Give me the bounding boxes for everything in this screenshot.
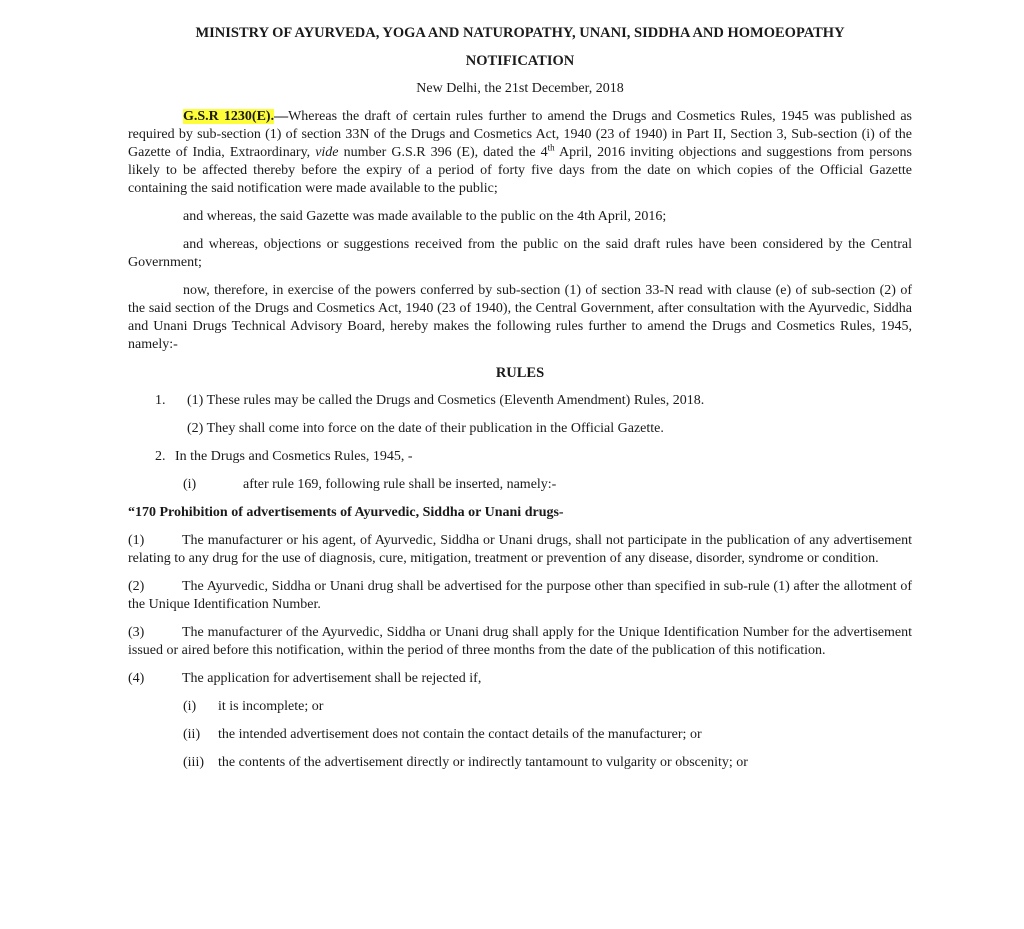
clause-4-text: The application for advertisement shall be rejected if, — [182, 671, 482, 686]
preamble-text-mid: number G.S.R 396 (E), dated the 4 — [338, 145, 548, 160]
clause-1-number: (1) — [128, 533, 145, 548]
clause-4-number: (4) — [128, 671, 145, 686]
vide-italic: vide — [315, 145, 339, 160]
clause-3-text: The manufacturer of the Ayurvedic, Siddha or Unani drug shall apply for the Unique Identification Number for the advertisement issued or aired before this notification, within the period of three months from the date of the publication of this notification. — [128, 625, 912, 658]
preamble-text-before-vide: Whereas the draft of certain rules further to amend the Drugs and Cosmetics Rules, 1945 was published as required by sub-section (1) of section 33N of the Drugs and Cosmetics Act, 1940 (23 of 1940) in Part II, Section 3, Sub-section (i) of the Gazette of India, Extraordinary, — [128, 109, 913, 160]
rule-170-subclause-ii — [183, 726, 912, 744]
clause-1-text: The manufacturer or his agent, of Ayurvedic, Siddha or Unani drugs, shall not participate in the publication of any advertisement relating to any drug for the use of diagnosis, cure, mitigation, treatment or prevention of any disease, disorder, syndrome or condition. — [128, 533, 912, 566]
subclause-ii-text: the intended advertisement does not contain the contact details of the manufacturer; or — [218, 727, 702, 742]
dateline: New Delhi, the 21st December, 2018 — [416, 81, 624, 96]
rule-1-line-2 — [187, 420, 912, 438]
clause-2-text: The Ayurvedic, Siddha or Unani drug shall be advertised for the purpose other than specified in sub-rule (1) after the allotment of the Unique Identification Number. — [128, 579, 912, 612]
whereas-gazette-paragraph: and whereas, the said Gazette was made available to the public on the 4th April, 2016; — [183, 209, 667, 224]
subclause-i-text: it is incomplete; or — [218, 699, 324, 714]
rule-2-text: In the Drugs and Cosmetics Rules, 1945, - — [175, 449, 413, 464]
rule-170-clause-1 — [128, 532, 912, 568]
gsr-number-highlight: G.S.R 1230(E). — [183, 109, 275, 124]
rule-170-subclause-i — [183, 698, 912, 716]
rule-1-number: 1. — [155, 393, 166, 408]
notification-heading: NOTIFICATION — [465, 53, 575, 69]
clause-3-number: (3) — [128, 625, 145, 640]
now-therefore-paragraph: now, therefore, in exercise of the powers conferred by sub-section (1) of section 33-N read with clause (e) of sub-section (2) of the said section of the Drugs and Cosmetics Act, 1940 (23 of 1940), the Central Government, after consultation with the Ayurvedic, Siddha and Unani Drugs Technical Advisory Board, hereby makes the following rules further to amend the Drugs and Cosmetics Rules, 1945, namely:- — [128, 283, 912, 352]
rules-section-heading: RULES — [495, 365, 545, 381]
rule-2-line — [155, 448, 912, 466]
ministry-title: MINISTRY OF AYURVEDA, YOGA AND NATUROPATHY, UNANI, SIDDHA AND HOMOEOPATHY — [195, 25, 845, 41]
clause-2-number: (2) — [128, 579, 145, 594]
subclause-ii-number: (ii) — [183, 727, 201, 742]
rule-170-subclause-iii — [183, 754, 912, 772]
subclause-i-number: (i) — [183, 699, 197, 714]
rule-1-line-1 — [155, 392, 912, 410]
preamble-text-end: April, 2016 inviting objections and suggestions from persons likely to be affected thereby before the expiry of a period of forty five days from the date on which copies of the Official Gazette containing the said notification were made available to the public; — [128, 145, 912, 196]
subclause-iii-number: (iii) — [183, 755, 204, 770]
rule-2-clause-i-number: (i) — [183, 477, 197, 492]
preamble-paragraph — [128, 108, 912, 198]
rule-170-clause-2 — [128, 578, 912, 614]
preamble-em-dash: — — [274, 109, 289, 124]
subclause-iii-text: the contents of the advertisement directly or indirectly tantamount to vulgarity or obscenity; or — [218, 755, 748, 770]
rule-2-clause-i-line — [183, 476, 912, 494]
ordinal-superscript: th — [547, 142, 555, 153]
rule-1-subrule-2: (2) They shall come into force on the date of their publication in the Official Gazette. — [187, 421, 664, 436]
rule-170-heading: “170 Prohibition of advertisements of Ayurvedic, Siddha or Unani drugs- — [128, 505, 564, 520]
whereas-objections-paragraph: and whereas, objections or suggestions received from the public on the said draft rules have been considered by the Central Government; — [128, 237, 912, 270]
rule-170-clause-3 — [128, 624, 912, 660]
rule-170-clause-4 — [128, 670, 912, 688]
rule-1-subrule-1: (1) These rules may be called the Drugs and Cosmetics (Eleventh Amendment) Rules, 2018. — [187, 393, 705, 408]
rule-2-clause-i-text: after rule 169, following rule shall be inserted, namely:- — [243, 477, 557, 492]
rule-2-number: 2. — [155, 449, 166, 464]
